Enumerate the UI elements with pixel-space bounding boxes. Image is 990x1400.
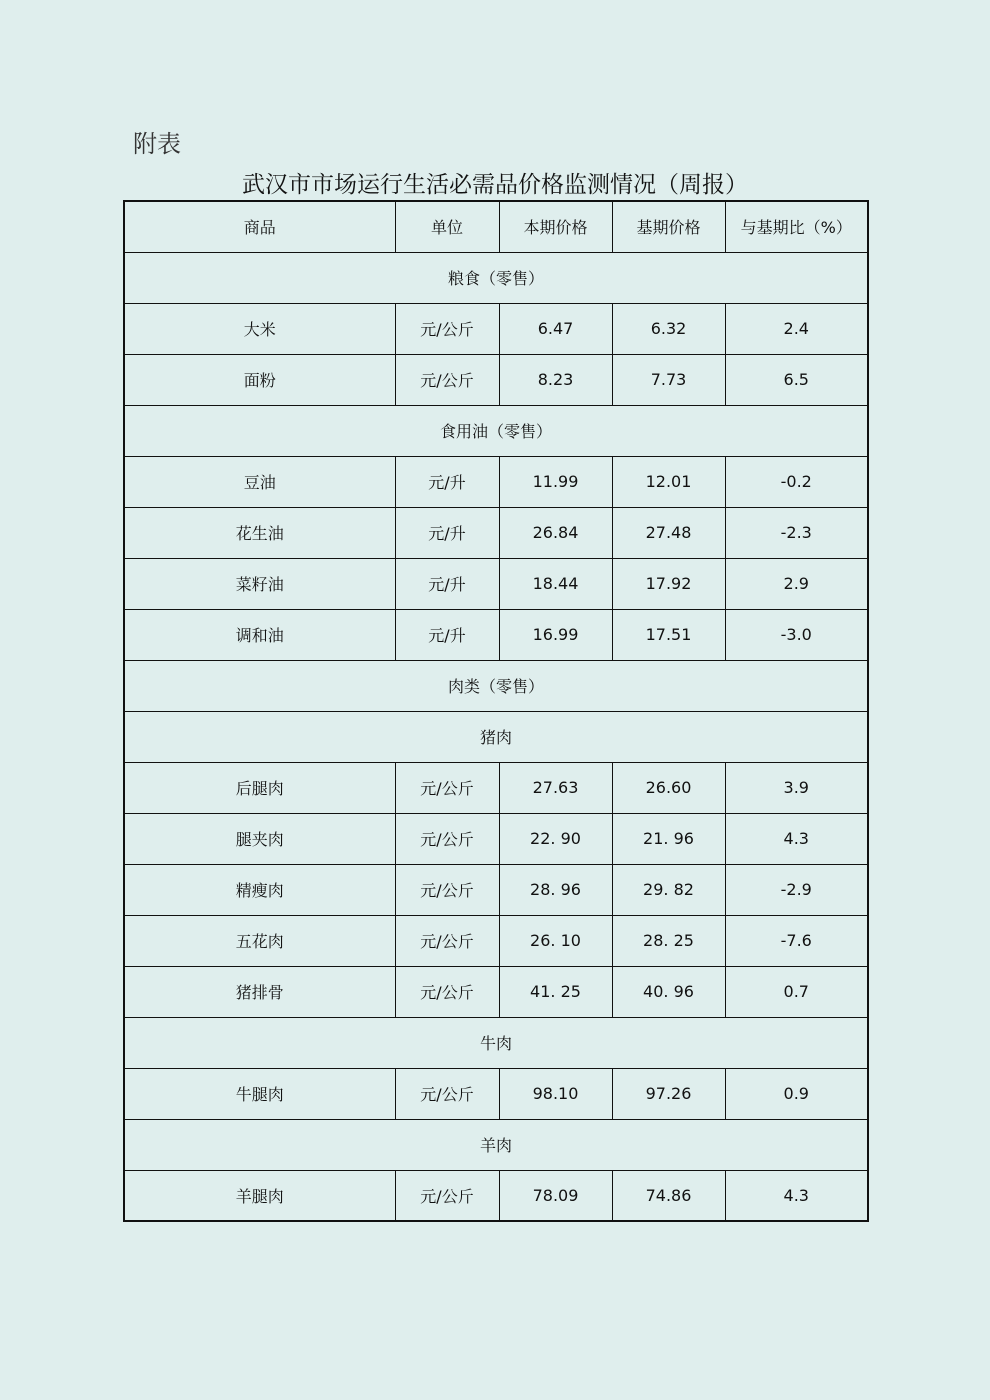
product-name-cell: 菜籽油 [124, 558, 395, 609]
change-percent-cell: 0.7 [725, 966, 868, 1017]
base-price-cell: 27.48 [612, 507, 725, 558]
base-price-cell: 12.01 [612, 456, 725, 507]
section-label: 牛肉 [124, 1017, 868, 1068]
table-row [124, 456, 868, 507]
section-label: 食用油（零售） [124, 405, 868, 456]
current-price-cell: 78.09 [499, 1170, 612, 1221]
section-label: 猪肉 [124, 711, 868, 762]
column-header-unit: 单位 [395, 201, 499, 252]
product-name-cell: 精瘦肉 [124, 864, 395, 915]
product-name-cell: 腿夹肉 [124, 813, 395, 864]
document-title: 武汉市市场运行生活必需品价格监测情况（周报） [242, 172, 748, 198]
product-name-cell: 面粉 [124, 354, 395, 405]
current-price-cell: 98.10 [499, 1068, 612, 1119]
base-price-cell: 40. 96 [612, 966, 725, 1017]
base-price-cell: 7.73 [612, 354, 725, 405]
product-name-cell: 花生油 [124, 507, 395, 558]
unit-cell: 元/公斤 [395, 915, 499, 966]
section-row [124, 711, 868, 762]
current-price-cell: 26. 10 [499, 915, 612, 966]
unit-cell: 元/公斤 [395, 966, 499, 1017]
product-name-cell: 豆油 [124, 456, 395, 507]
base-price-cell: 17.92 [612, 558, 725, 609]
unit-cell: 元/公斤 [395, 303, 499, 354]
change-percent-cell: -0.2 [725, 456, 868, 507]
table-row [124, 354, 868, 405]
current-price-cell: 27.63 [499, 762, 612, 813]
unit-cell: 元/公斤 [395, 762, 499, 813]
table-row [124, 558, 868, 609]
change-percent-cell: -2.9 [725, 864, 868, 915]
column-header-base-price: 基期价格 [612, 201, 725, 252]
unit-cell: 元/公斤 [395, 354, 499, 405]
table-row [124, 966, 868, 1017]
current-price-cell: 18.44 [499, 558, 612, 609]
unit-cell: 元/公斤 [395, 1068, 499, 1119]
product-name-cell: 五花肉 [124, 915, 395, 966]
change-percent-cell: 0.9 [725, 1068, 868, 1119]
base-price-cell: 26.60 [612, 762, 725, 813]
table-row [124, 762, 868, 813]
table-row [124, 303, 868, 354]
section-label: 肉类（零售） [124, 660, 868, 711]
change-percent-cell: 6.5 [725, 354, 868, 405]
table-row [124, 507, 868, 558]
section-row [124, 1017, 868, 1068]
table-row [124, 1068, 868, 1119]
table-row [124, 609, 868, 660]
table-header-row [124, 201, 868, 252]
current-price-cell: 6.47 [499, 303, 612, 354]
product-name-cell: 调和油 [124, 609, 395, 660]
current-price-cell: 41. 25 [499, 966, 612, 1017]
base-price-cell: 97.26 [612, 1068, 725, 1119]
section-row [124, 252, 868, 303]
base-price-cell: 28. 25 [612, 915, 725, 966]
base-price-cell: 21. 96 [612, 813, 725, 864]
column-header-current-price: 本期价格 [499, 201, 612, 252]
section-label: 羊肉 [124, 1119, 868, 1170]
column-header-product: 商品 [124, 201, 395, 252]
product-name-cell: 牛腿肉 [124, 1068, 395, 1119]
current-price-cell: 22. 90 [499, 813, 612, 864]
unit-cell: 元/公斤 [395, 864, 499, 915]
unit-cell: 元/升 [395, 558, 499, 609]
change-percent-cell: -3.0 [725, 609, 868, 660]
unit-cell: 元/升 [395, 609, 499, 660]
change-percent-cell: 2.9 [725, 558, 868, 609]
current-price-cell: 8.23 [499, 354, 612, 405]
base-price-cell: 74.86 [612, 1170, 725, 1221]
unit-cell: 元/公斤 [395, 1170, 499, 1221]
section-row [124, 405, 868, 456]
attachment-label: 附表 [133, 130, 181, 158]
current-price-cell: 26.84 [499, 507, 612, 558]
table-body [124, 252, 868, 1221]
current-price-cell: 16.99 [499, 609, 612, 660]
table-row [124, 1170, 868, 1221]
base-price-cell: 29. 82 [612, 864, 725, 915]
current-price-cell: 11.99 [499, 456, 612, 507]
unit-cell: 元/升 [395, 507, 499, 558]
change-percent-cell: 4.3 [725, 813, 868, 864]
change-percent-cell: 2.4 [725, 303, 868, 354]
section-row [124, 660, 868, 711]
change-percent-cell: 4.3 [725, 1170, 868, 1221]
product-name-cell: 大米 [124, 303, 395, 354]
unit-cell: 元/公斤 [395, 813, 499, 864]
change-percent-cell: 3.9 [725, 762, 868, 813]
change-percent-cell: -7.6 [725, 915, 868, 966]
unit-cell: 元/升 [395, 456, 499, 507]
current-price-cell: 28. 96 [499, 864, 612, 915]
section-label: 粮食（零售） [124, 252, 868, 303]
base-price-cell: 6.32 [612, 303, 725, 354]
product-name-cell: 后腿肉 [124, 762, 395, 813]
product-name-cell: 猪排骨 [124, 966, 395, 1017]
column-header-change-percent: 与基期比（%） [725, 201, 868, 252]
change-percent-cell: -2.3 [725, 507, 868, 558]
product-name-cell: 羊腿肉 [124, 1170, 395, 1221]
price-table [123, 200, 869, 1222]
table-row [124, 864, 868, 915]
table-row [124, 813, 868, 864]
base-price-cell: 17.51 [612, 609, 725, 660]
table-row [124, 915, 868, 966]
section-row [124, 1119, 868, 1170]
